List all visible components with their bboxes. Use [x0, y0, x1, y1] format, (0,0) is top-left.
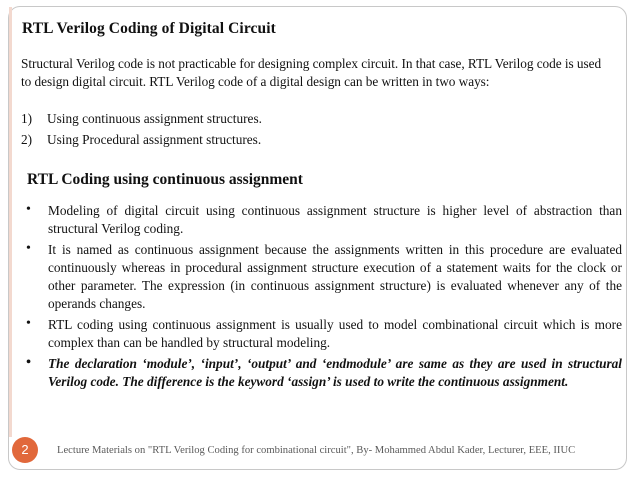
- bullet-icon: •: [26, 241, 31, 256]
- bullet-icon: •: [26, 202, 31, 217]
- bullet-text: RTL coding using continuous assignment is usually used to model combinational circuit which is more complex than can be handled by structural modeling.: [48, 317, 622, 350]
- ways-item: [21, 129, 262, 150]
- bullet-item: [24, 202, 622, 238]
- bullet-icon: •: [26, 316, 31, 331]
- ways-item-text: Using Procedural assignment structures.: [47, 132, 262, 147]
- page-number-badge: 2: [12, 437, 38, 463]
- footer-credit: Lecture Materials on "RTL Verilog Coding for combinational circuit", By- Mohammed Abdul Kader, Lecturer, EEE, IIUC: [57, 445, 576, 456]
- intro-paragraph: Structural Verilog code is not practicable for designing complex circuit. In that case, RTL Verilog code is used to design digital circuit. RTL Verilog code of a digital design can be written in two ways:: [21, 56, 602, 89]
- bullet-item: [24, 316, 622, 352]
- ways-item: [21, 108, 262, 129]
- bullet-text: Modeling of digital circuit using continuous assignment structure is higher level of abstraction than structural Verilog coding.: [48, 203, 622, 236]
- bullet-list: [24, 202, 622, 394]
- bullet-item-emphasized: [24, 355, 622, 391]
- ways-item-number: 2): [21, 132, 33, 147]
- ways-item-text: Using continuous assignment structures.: [47, 111, 262, 126]
- ways-item-number: 1): [21, 111, 33, 126]
- bullet-text: It is named as continuous assignment because the assignments written in this procedure are evaluated continuously whereas in procedural assignment structure execution of a statement waits for the clock or other parameter. The expression (in continuous assignment structure) is evaluated whenever any of the operands changes.: [48, 242, 622, 311]
- section-subheading: RTL Coding using continuous assignment: [27, 171, 303, 188]
- slide-title: RTL Verilog Coding of Digital Circuit: [22, 20, 276, 37]
- bullet-text: The declaration ‘module’, ‘input’, ‘output’ and ‘endmodule’ are same as they are used in structural Verilog code. The difference is the keyword ‘assign’ is used to write the continuous assignment.: [48, 356, 622, 389]
- bullet-item: [24, 241, 622, 313]
- ways-list: [21, 108, 262, 150]
- bullet-icon: •: [26, 355, 31, 370]
- accent-stripe: [9, 7, 12, 437]
